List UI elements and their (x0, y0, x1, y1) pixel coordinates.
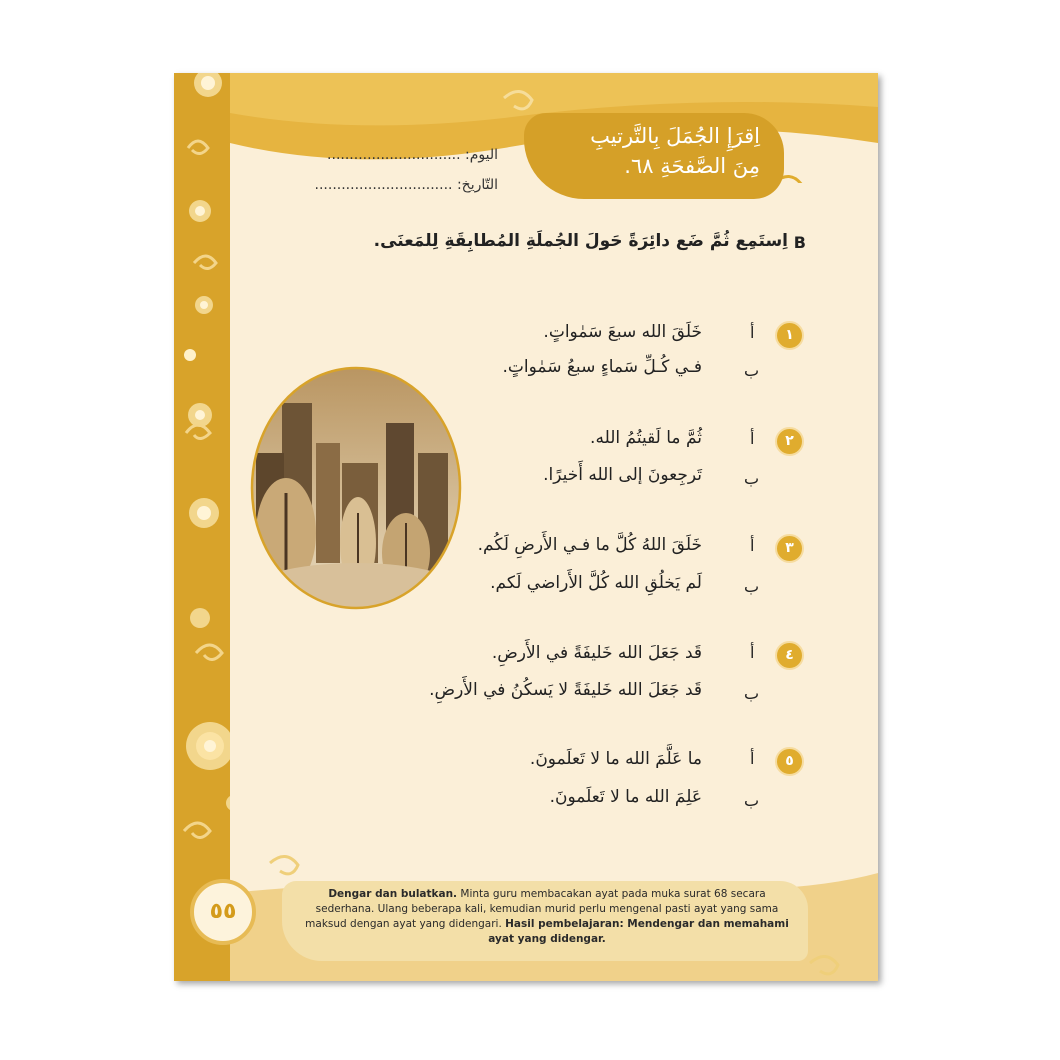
day-field[interactable]: اليوم: .............................. (327, 147, 498, 163)
option-a-label: أ (750, 749, 755, 768)
swirl-decorations (174, 73, 230, 981)
question-number-1: ١ (775, 321, 804, 350)
option-a-label: أ (750, 429, 755, 448)
question-4-option-b[interactable]: قَد جَعَلَ الله خَليفَةً لا يَسكُنُ في الأَرضِ. (429, 680, 702, 700)
worksheet-title (540, 121, 760, 181)
option-a-label: أ (750, 643, 755, 662)
option-b-label: ب (744, 791, 760, 810)
question-3-option-b[interactable]: لَم يَخلُقِ الله كُلَّ الأَراضي لَكم. (490, 573, 702, 593)
option-b-label: ب (744, 577, 760, 596)
option-b-label: ب (744, 469, 760, 488)
note-outcome: Hasil pembelajaran: Mendengar dan memahami ayat yang didengar. (488, 918, 789, 945)
question-number-4: ٤ (775, 641, 804, 670)
question-1-option-a[interactable]: خَلَقَ الله سبعَ سَمٰواتٍ. (543, 322, 702, 342)
city-forest-illustration (246, 363, 466, 613)
question-number-3: ٣ (775, 534, 804, 563)
date-field[interactable]: التّاريخ: ............................... (314, 177, 498, 193)
instruction-text: اِستَمِع ثُمَّ ضَع دائِرَةً حَولَ الجُملَةِ المُطابِقَةِ لِلمَعنَى. (373, 231, 788, 251)
note-heading: Dengar dan bulatkan. (328, 888, 458, 900)
page-number: ٥٥ (190, 879, 256, 945)
teacher-note (304, 887, 790, 947)
question-5-option-a[interactable]: ما عَلَّمَ الله ما لا تَعلَمونَ. (529, 749, 702, 769)
question-number-2: ٢ (775, 427, 804, 456)
left-decorative-strip (174, 73, 230, 981)
note-body: Minta guru membacakan ayat pada muka surat 68 secara sederhana. Ulang beberapa kali, kemudian murid perlu mengenal pasti ayat yang sama maksud dengan ayat yang didengari. (305, 888, 779, 930)
option-a-label: أ (750, 536, 755, 555)
question-3-option-a[interactable]: خَلَقَ اللهُ كُلَّ ما فـي الأَرضِ لَكُم. (477, 535, 702, 555)
option-a-label: أ (750, 323, 755, 342)
question-4-option-a[interactable]: قَد جَعَلَ الله خَليفَةً في الأَرضِ. (491, 643, 702, 663)
title-line-2: مِنَ الصَّفحَةِ ٦٨. (624, 154, 760, 178)
question-1-option-b[interactable]: فـي كُـلِّ سَماءٍ سبعُ سَمٰواتٍ. (502, 357, 702, 377)
option-b-label: ب (744, 361, 760, 380)
worksheet-page (174, 73, 878, 981)
option-b-label: ب (744, 684, 760, 703)
question-number-5: ٥ (775, 747, 804, 776)
question-2-option-b[interactable]: تَرجِعونَ إلى الله أَخيرًا. (543, 465, 702, 485)
question-2-option-a[interactable]: ثُمَّ ما لَقيتُمُ الله. (590, 428, 702, 448)
section-letter: B (793, 233, 806, 252)
question-5-option-b[interactable]: عَلِمَ الله ما لا تَعلَمونَ. (549, 787, 702, 807)
title-line-1: اِقرَإِ الجُمَلَ بِالتَّرتيبِ (590, 124, 760, 148)
